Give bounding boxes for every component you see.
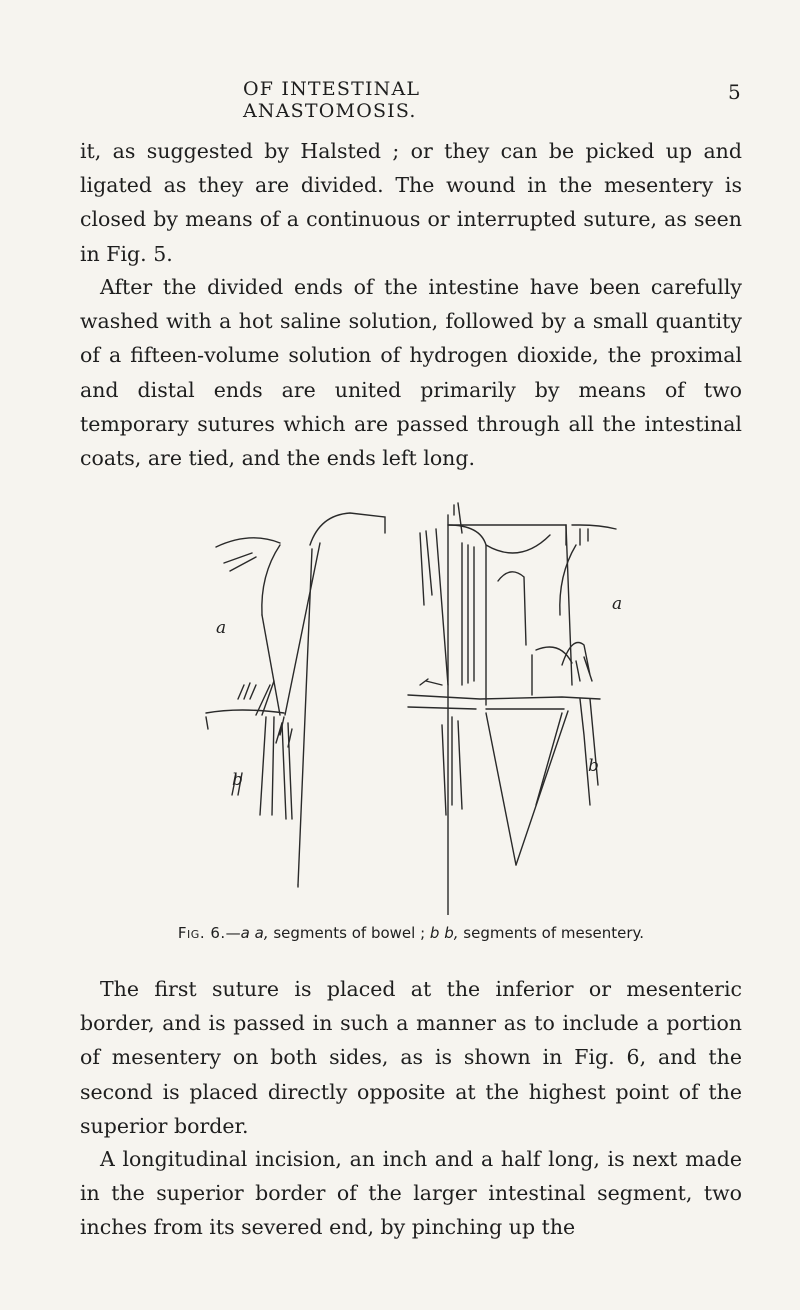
left-label-a: a: [216, 618, 227, 638]
right-label-a: a: [612, 594, 623, 614]
paragraph-3: The first suture is placed at the inferior or mesenteric border, and is passed in such a manner as to include a portion of mesentery on both sides, as is shown in Fig. 6, and the second is placed directly opposite at the highest point of the superior border.: [80, 977, 742, 1138]
caption-dash: —: [225, 924, 241, 942]
intestine-drawing: [180, 485, 650, 915]
right-bowel-drawing: [408, 503, 616, 915]
paragraph-2: After the divided ends of the intestine have been carefully washed with a hot saline solution, followed by a small quantity of a fifteen-volume solution of hydrogen dioxide, the proximal and distal ends are united primarily by means of two temporary sutures which are passed through all the intestinal coats, are tied, and the ends left long.: [80, 275, 742, 471]
paragraph-1: it, as suggested by Halsted ; or they can be picked up and ligated as they are divided. The wound in the mesentery is closed by means of a continuous or interrupted suture, as seen in Fig. 5.: [80, 139, 742, 266]
paragraph-4: A longitudinal incision, an inch and a half long, is next made in the superior border of the larger intestinal segment, two inches from its severed end, by pinching up the: [80, 1147, 742, 1240]
running-head: OF INTESTINAL ANASTOMOSIS.: [243, 78, 421, 122]
figure-6-illustration: [180, 485, 650, 915]
left-bowel-drawing: [206, 513, 385, 887]
figure-caption: [80, 924, 742, 942]
caption-fig-label: Fig. 6.: [177, 924, 226, 942]
caption-bb: b b,: [429, 924, 459, 942]
right-label-b: b: [588, 756, 599, 776]
caption-text-3: segments of mesentery.: [458, 924, 645, 942]
caption-text-2: segments of bowel ;: [268, 924, 430, 942]
left-label-b: b: [232, 770, 243, 790]
caption-aa: a a,: [240, 924, 269, 942]
page-number: 5: [728, 80, 741, 104]
